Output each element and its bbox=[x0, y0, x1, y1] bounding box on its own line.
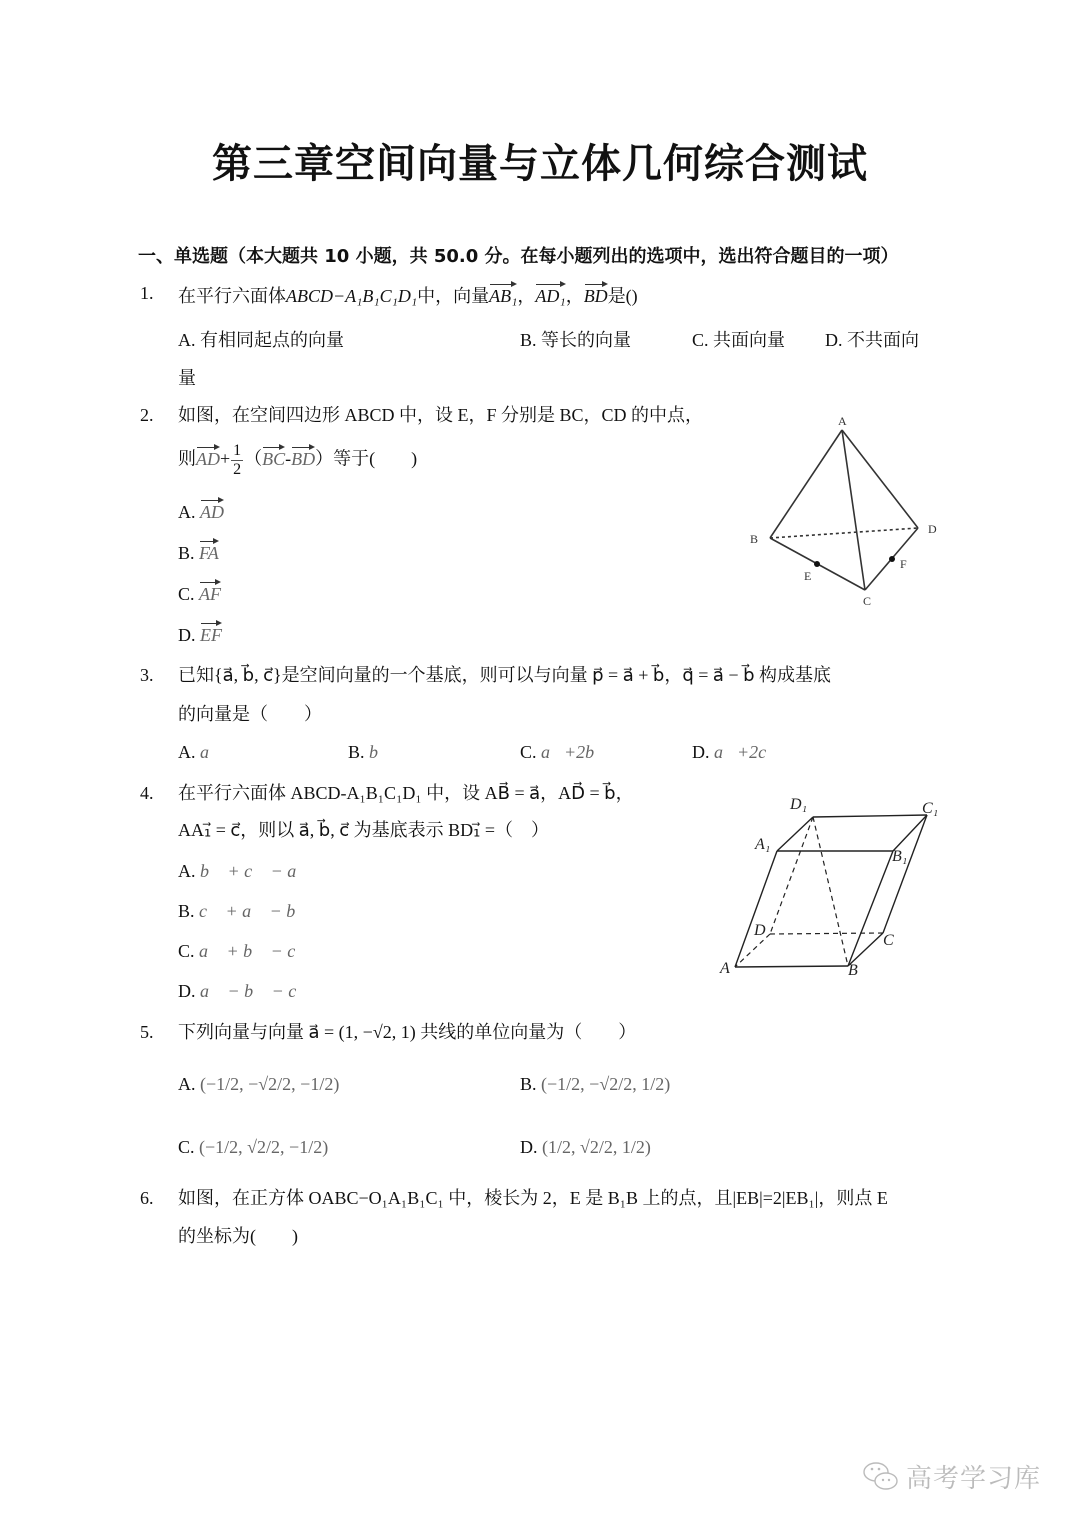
parallelepiped-figure bbox=[710, 785, 950, 985]
question-stem: 在平行六面体ABCD−A₁B₁C₁D₁中，向量AB₁，AD₁，BD是() bbox=[178, 281, 638, 308]
stem-text: 中，向量 bbox=[417, 286, 490, 306]
label-f: F bbox=[900, 557, 907, 571]
question-stem-cont: 的坐标为( ) bbox=[178, 1226, 298, 1246]
label-c: C bbox=[883, 932, 894, 949]
edge-bd-hidden bbox=[770, 528, 918, 538]
option-b[interactable]: B. (−1/2, −√2/2, 1/2) bbox=[520, 1074, 671, 1094]
question-number: 5. bbox=[140, 1022, 154, 1042]
question-number: 1. bbox=[140, 283, 154, 303]
section-header: 一、单选题（本大题共 10 小题，共 50.0 分。在每小题列出的选项中，选出符合题目的一项） bbox=[138, 246, 899, 267]
stem-text: 是() bbox=[607, 286, 638, 306]
vector: AD bbox=[196, 444, 220, 468]
question-number: 4. bbox=[140, 783, 154, 803]
option-b[interactable]: B. FA bbox=[178, 538, 219, 565]
option-a[interactable]: A. 有相同起点的向量 bbox=[178, 330, 344, 350]
option-b[interactable]: B. c⃗ + a⃗ − b⃗ bbox=[178, 901, 310, 921]
option-d[interactable]: D. 不共面向 bbox=[825, 330, 919, 350]
option-c[interactable]: C. AF bbox=[178, 579, 221, 606]
edge-ab bbox=[770, 430, 842, 538]
wechat-icon bbox=[862, 1460, 902, 1494]
question-stem: 如图，在正方体 OABC−O₁A₁B₁C₁ 中，棱长为 2，E 是 B₁B 上的点，且|EB|=2|EB₁|，则点 E bbox=[178, 1188, 888, 1208]
stem-text: 在平行六面体 bbox=[178, 286, 286, 306]
option-a[interactable]: A. AD bbox=[178, 497, 224, 524]
vector: AD₁ bbox=[535, 281, 565, 305]
label-c1: C₁ bbox=[922, 800, 939, 817]
question-stem: 已知{a⃗, b⃗, c⃗}是空间向量的一个基底，则可以与向量 p⃗ = a⃗ + b⃗，q⃗ = a⃗ − b⃗ 构成基底 bbox=[178, 665, 831, 685]
label-b: B bbox=[848, 962, 858, 979]
vector: BC bbox=[262, 444, 285, 468]
label-c: C bbox=[863, 594, 872, 608]
label-b1: B₁ bbox=[892, 848, 908, 865]
option-c[interactable]: C. 共面向量 bbox=[692, 330, 786, 350]
option-d-wrap: 量 bbox=[178, 368, 196, 388]
label-d: D bbox=[754, 922, 766, 939]
question-stem: 下列向量与向量 a⃗ = (1, −√2, 1) 共线的单位向量为（ ） bbox=[178, 1022, 637, 1042]
label-d: D bbox=[928, 522, 937, 536]
question-stem-cont: AA₁⃗ = c⃗，则以 a⃗, b⃗, c⃗ 为基底表示 BD₁⃗ =（ ） bbox=[178, 820, 549, 840]
option-d[interactable]: D. (1/2, √2/2, 1/2) bbox=[520, 1137, 651, 1157]
question-stem-expr: 则AD+ $\frac{1}{2}$ （BC-BD）等于( ) bbox=[178, 442, 418, 478]
label-b: B bbox=[750, 532, 759, 546]
question-number: 3. bbox=[140, 665, 154, 685]
label-a: A bbox=[838, 414, 847, 428]
solid-name: ABCD−A₁B₁C₁D₁ bbox=[286, 286, 418, 306]
watermark-text: 高考学习库 bbox=[906, 1464, 1042, 1494]
option-c[interactable]: C. (−1/2, √2/2, −1/2) bbox=[178, 1137, 329, 1157]
point-e bbox=[814, 561, 820, 567]
option-b[interactable]: B. b⃗ bbox=[348, 742, 393, 762]
option-d[interactable]: D. EF bbox=[178, 620, 222, 647]
option-c[interactable]: C. a⃗+2b⃗ bbox=[520, 742, 609, 762]
option-a[interactable]: A. b⃗ + c⃗ − a⃗ bbox=[178, 861, 311, 881]
label-d1: D₁ bbox=[790, 796, 808, 813]
label-e: E bbox=[804, 569, 812, 583]
tetrahedron-figure bbox=[730, 400, 950, 620]
vector: AB₁ bbox=[489, 281, 517, 305]
option-a[interactable]: A. (−1/2, −√2/2, −1/2) bbox=[178, 1074, 340, 1094]
option-d[interactable]: D. a⃗+2c⃗ bbox=[692, 742, 781, 762]
question-stem: 在平行六面体 ABCD-A₁B₁C₁D₁ 中，设 AB⃗ = a⃗，AD⃗ = b⃗， bbox=[178, 783, 634, 803]
point-f bbox=[889, 556, 895, 562]
question-stem: 如图，在空间四边形 ABCD 中，设 E，F 分别是 BC，CD 的中点， bbox=[178, 405, 704, 425]
option-a[interactable]: A. a⃗ bbox=[178, 742, 224, 762]
question-number: 6. bbox=[140, 1188, 154, 1208]
vector: BD bbox=[584, 281, 608, 305]
vector: BD bbox=[291, 444, 315, 468]
document-title: 第三章空间向量与立体几何综合测试 bbox=[212, 140, 868, 187]
question-stem-cont: 的向量是（ ） bbox=[178, 704, 322, 724]
option-d[interactable]: D. a⃗ − b⃗ − c⃗ bbox=[178, 981, 311, 1001]
option-b[interactable]: B. 等长的向量 bbox=[520, 330, 632, 350]
question-number: 2. bbox=[140, 405, 154, 425]
label-a: A bbox=[720, 960, 730, 977]
label-a1: A₁ bbox=[755, 836, 771, 853]
option-c[interactable]: C. a⃗ + b⃗ − c⃗ bbox=[178, 941, 310, 961]
